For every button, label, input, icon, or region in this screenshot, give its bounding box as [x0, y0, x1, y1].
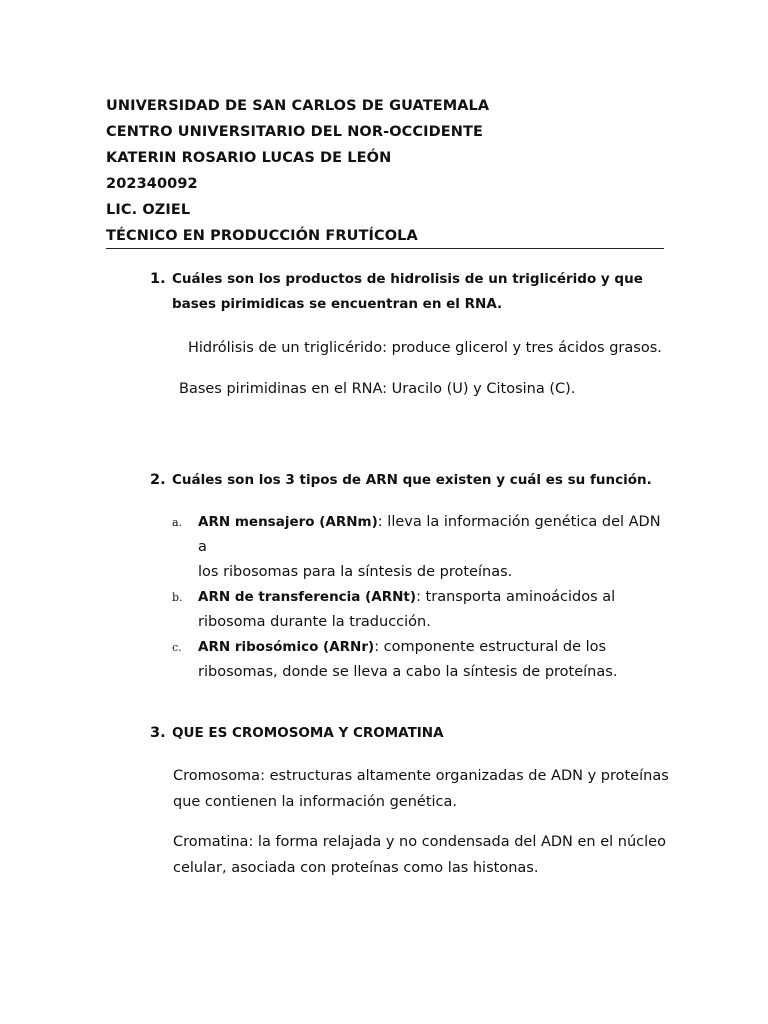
question-3 [150, 721, 670, 746]
document-header [106, 93, 666, 249]
answer-paragraph: celular, asociada con proteínas como las histonas. [173, 860, 539, 876]
student-id: 202340092 [106, 176, 198, 192]
career-name: TÉCNICO EN PRODUCCIÓN FRUTÍCOLA [106, 228, 418, 244]
description: los ribosomas para la síntesis de proteínas. [198, 564, 513, 580]
student-name: KATERIN ROSARIO LUCAS DE LEÓN [106, 150, 392, 166]
list-marker: b. [172, 591, 183, 604]
answer-paragraph: que contienen la información genética. [173, 794, 458, 810]
teacher-name: LIC. OZIEL [106, 202, 191, 218]
question-text-line: QUE ES CROMOSOMA Y CROMATINA [172, 725, 444, 741]
question-2 [150, 468, 690, 493]
term: ARN ribosómico (ARNr) [198, 639, 375, 655]
description: : transporta aminoácidos al [416, 589, 616, 605]
center-name: CENTRO UNIVERSITARIO DEL NOR-OCCIDENTE [106, 124, 484, 140]
list-marker: a. [172, 516, 183, 529]
rna-types-list [172, 510, 672, 685]
question-text-line: bases pirimidicas se encuentran en el RNA. [172, 296, 503, 312]
list-item [172, 510, 672, 585]
description: : lleva la información genética del ADN a [198, 514, 661, 555]
list-marker: c. [172, 641, 182, 654]
description: : componente estructural de los [374, 639, 607, 655]
question-number: 3. [150, 725, 166, 741]
term: ARN de transferencia (ARNt) [198, 589, 417, 605]
description: ribosomas, donde se lleva a cabo la síntesis de proteínas. [198, 664, 618, 680]
question-text-line: Cuáles son los 3 tipos de ARN que existen y cuál es su función. [172, 472, 652, 488]
description: ribosoma durante la traducción. [198, 614, 431, 630]
university-name: UNIVERSIDAD DE SAN CARLOS DE GUATEMALA [106, 98, 490, 114]
question-1 [150, 267, 670, 317]
question-number: 2. [150, 472, 166, 488]
term: ARN mensajero (ARNm) [198, 514, 378, 530]
header-divider [106, 248, 664, 249]
list-item [172, 635, 672, 685]
answer-paragraph: Hidrólisis de un triglicérido: produce glicerol y tres ácidos grasos. [188, 340, 662, 356]
list-item [172, 585, 672, 635]
question-number: 1. [150, 271, 166, 287]
answer-paragraph: Cromatina: la forma relajada y no condensada del ADN en el núcleo [173, 834, 666, 850]
answer-paragraph: Bases pirimidinas en el RNA: Uracilo (U) y Citosina (C). [179, 381, 576, 397]
question-text-line: Cuáles son los productos de hidrolisis de un triglicérido y que [172, 271, 643, 287]
answer-paragraph: Cromosoma: estructuras altamente organizadas de ADN y proteínas [173, 768, 669, 784]
